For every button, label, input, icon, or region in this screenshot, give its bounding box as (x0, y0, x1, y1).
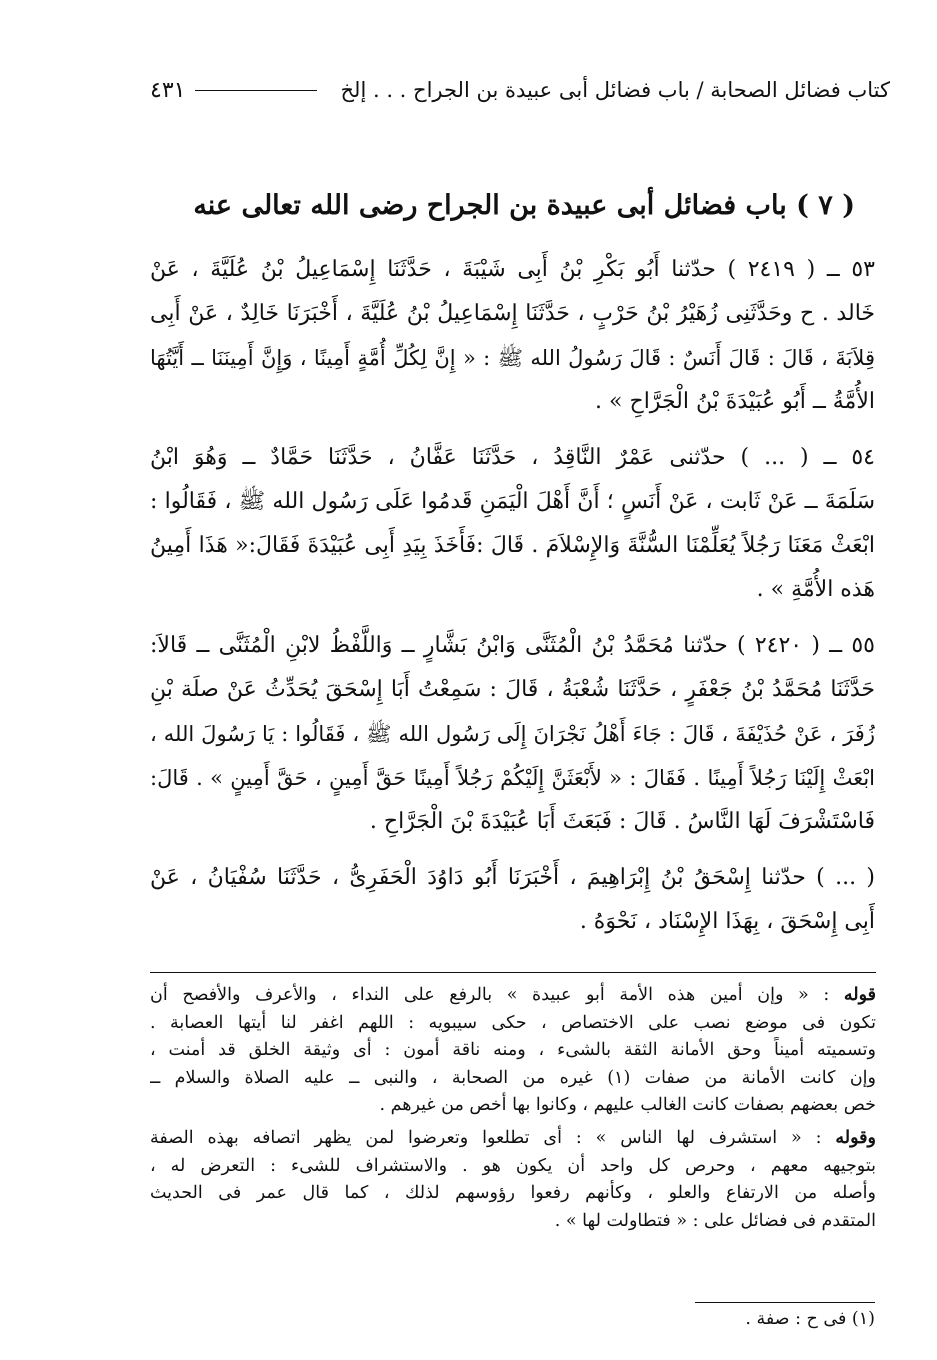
text-line: ابْعَثْ مَعَنَا رَجُلاً يُعَلِّمْنَا السُّنَّةَ وَالإِسْلاَمَ . قَالَ :فَأَخَذَ بِيَدِ أَبِى عُبَيْدَةَ فَقَالَ:« هَذَا أَمِينُ (150, 533, 875, 558)
text-line: قِلاَبَةَ ، قَالَ : قَالَ أَنَسٌ : قَالَ رَسُولُ الله ﷺ : « إِنَّ لِكُلِّ أُمَّةٍ أَمِينًا ، وَإِنَّ أَمِينَنَا ــ أَيَّتُهَا (150, 346, 875, 370)
text-line (150, 982, 876, 1010)
text-line: ٥٣ ــ ( ٢٤١٩ ) حدّثنا أَبُو بَكْرِ بْنُ أَبِى شَيْبَةَ ، حَدَّثَنَا إِسْمَاعِيلُ بْنُ عُلَيَّةَ ، عَنْ (150, 257, 875, 282)
text-line: سَلَمَةَ ــ عَنْ ثَابت ، عَنْ أَنَسٍ ؛ أَنَّ أَهْلَ الْيَمَنِ قَدمُوا عَلَى رَسُول الله ﷺ ، فَقَالُوا : (150, 489, 875, 514)
hadith-body (150, 248, 875, 956)
commentary-term: قوله (843, 985, 876, 1005)
commentary (150, 982, 876, 1240)
text-line: وإن كانت الأمانة من صفات (١) غيره من الصحابة ، والنبى ــ عليه الصلاة والسلام ــ (150, 1067, 876, 1088)
commentary-paragraph (150, 982, 876, 1120)
hadith-54 (150, 436, 875, 612)
text-line: الأُمَّةُ ــ أَبُو عُبَيْدَةَ بْنُ الْجَرَّاحِ » . (595, 389, 875, 414)
text-line: أَبِى إِسْحَقَ ، بِهَذَا الإِسْنَاد ، نَحْوَهُ . (579, 909, 875, 934)
text-line (150, 1125, 876, 1153)
text-line: وتسميته أميناً وحق الأمانة الثقة بالشىء ، ومنه ناقة أمون : أى وثيقة الخلق قد أمنت ، (150, 1040, 876, 1061)
hadith-55-variant (150, 856, 875, 944)
text-line: خَالد . ح وحَدَّثَنِى زُهَيْرُ بْنُ حَرْبٍ ، حَدَّثَنَا إِسْمَاعِيلُ بْنُ عُلَيَّةَ ، أَخْبَرَنَا خَالِدٌ ، عَنْ أَبِى (150, 301, 875, 326)
hadith-53 (150, 248, 875, 424)
text-line: وأصله من الارتفاع والعلو ، وكأنهم رفعوا رؤوسهم لذلك ، كما قال عمر فى الحديث (150, 1183, 876, 1204)
text-line: ( ... ) حدّثنا إِسْحَقُ بْنُ إِبْرَاهِيمَ ، أَخْبَرَنَا أَبُو دَاوُدَ الْحَفَرِىُّ ، حَدَّثَنَا سُفْيَانُ ، عَنْ (150, 865, 875, 890)
text-line: خص بعضهم بصفات كانت الغالب عليهم ، وكانوا بها أخص من غيرهم . (379, 1095, 876, 1116)
text-line: فَاسْتَشْرَفَ لَهَا النَّاسُ . قَالَ : فَبَعَثَ أَبَا عُبَيْدَةَ بْنَ الْجَرَّاحِ . (369, 809, 875, 834)
text-line: المتقدم فى فضائل على : « فتطاولت لها » . (554, 1210, 876, 1231)
text-line: حَدَّثَنَا مُحَمَّدُ بْنُ جَعْفَرٍ ، حَدَّثَنَا شُعْبَةُ ، قَالَ : سَمِعْتُ أَبَا إِسْحَقَ يُحَدِّثُ عَنْ صلَة بْنِ (150, 677, 875, 702)
running-header (150, 70, 890, 110)
chapter-title: ( ٧ ) باب فضائل أبى عبيدة بن الجراح رضى الله تعالى عنه (193, 190, 855, 221)
footnote: (١) فى ح : صفة . (745, 1309, 875, 1329)
text-line: ٥٤ ــ ( ... ) حدّثنى عَمْرٌ النَّاقِدُ ، حَدَّثَنَا عَفَّانُ ، حَدَّثَنَا حَمَّادٌ ــ وَهُوَ ابْنُ (150, 445, 875, 470)
text-line: زُفَرَ ، عَنْ حُذَيْفَةَ ، قَالَ : جَاءَ أَهْلُ نَجْرَانَ إِلَى رَسُول الله ﷺ ، فَقَالُوا : يَا رَسُولَ الله ، (150, 722, 875, 746)
text-line: تكون فى موضع نصب على الاختصاص ، حكى سيبويه : اللهم اغفر لنا أيتها العصابة . (150, 1012, 876, 1033)
header-rule (195, 90, 316, 91)
commentary-divider (150, 972, 876, 973)
commentary-term: وقوله (835, 1127, 876, 1148)
text-line: ابْعَثْ إِلَيْنَا رَجُلاً أَمِينًا . فَقَالَ : « لأَبْعَثَنَّ إِلَيْكُمْ رَجُلاً أَمِينًا حَقَّ أَمِينٍ ، حَقَّ أَمِينٍ » . قَالَ: (150, 766, 875, 790)
commentary-paragraph (150, 1125, 876, 1235)
text-segment: : « وإن أمين هذه الأمة أبو عبيدة » بالرفع على النداء ، والأعرف والأفصح أن (150, 985, 830, 1005)
footnote-rule (695, 1302, 875, 1303)
page-number: ٤٣١ (150, 77, 186, 103)
text-line: بتوجيهه معهم ، وحرص كل واحد أن يكون هو . والاستشراف للشىء : التعرض له ، (150, 1155, 876, 1176)
running-header-title: كتاب فضائل الصحابة / باب فضائل أبى عبيدة بن الجراح . . . إلخ (340, 78, 890, 102)
text-line: ٥٥ ــ ( ٢٤٢٠ ) حدّثنا مُحَمَّدُ بْنُ الْمُثَنَّى وَابْنُ بَشَّارٍ ــ وَاللَّفْظُ لابْنِ الْمُثَنَّى ــ قَالاَ: (150, 633, 875, 658)
text-segment: : « استشرف لها الناس » : أى تطلعوا وتعرضوا لمن يظهر اتصافه بهذه الصفة (150, 1127, 822, 1148)
text-line: هَذه الأُمَّةِ » . (756, 577, 875, 602)
hadith-55 (150, 624, 875, 844)
